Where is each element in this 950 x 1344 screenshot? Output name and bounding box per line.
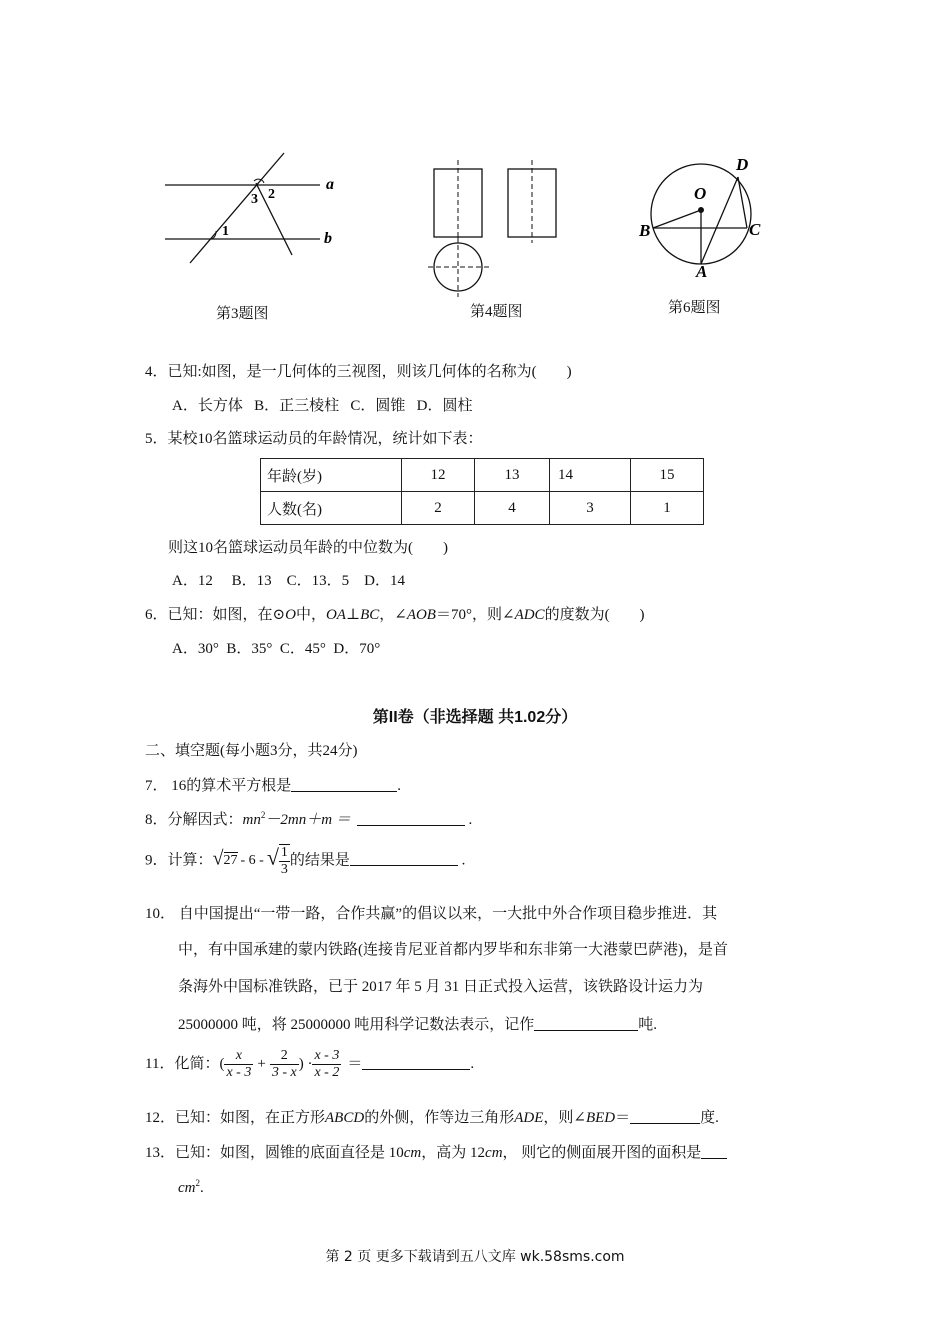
text: ) ·: [298, 1055, 313, 1072]
figure-3-caption: 第3题图: [216, 306, 269, 322]
fraction: [270, 1048, 299, 1081]
text: .: [397, 778, 402, 794]
text: 的度数为( ): [544, 607, 645, 623]
var-O: O: [285, 607, 296, 623]
text: ＝: [615, 1110, 631, 1126]
text: 9．计算：: [145, 852, 213, 869]
label-b: b: [324, 230, 332, 247]
table-cell: 3: [550, 492, 631, 525]
answer-blank: [357, 811, 465, 826]
numerator: x: [224, 1048, 253, 1065]
denominator: x - 2: [314, 1065, 340, 1080]
denominator: 3: [280, 862, 288, 877]
answer-blank: [350, 851, 458, 866]
text: 的结果是: [289, 852, 350, 869]
plus: +: [257, 1055, 266, 1072]
question-4-options: [172, 394, 472, 415]
sqrt-symbol: √: [212, 847, 224, 870]
label-3: 3: [251, 192, 258, 207]
text: ， 则它的侧面展开图的面积是: [502, 1145, 702, 1161]
label-a: a: [326, 176, 334, 193]
superscript: 2: [260, 810, 266, 820]
table-cell: 15: [631, 459, 704, 492]
fraction: [224, 1048, 253, 1081]
option-b: B．13: [231, 573, 272, 589]
question-5-stem: 5．某校10名篮球运动员的年龄情况，统计如下表：: [145, 431, 483, 447]
answer-blank: [534, 1016, 638, 1031]
expr: - 6 -: [240, 853, 264, 869]
text: 8．分解因式：: [145, 812, 243, 828]
question-4-stem: 4．已知:如图，是一几何体的三视图，则该几何体的名称为( ): [145, 364, 572, 380]
numerator: 2: [270, 1048, 299, 1065]
answer-blank: [362, 1055, 470, 1070]
text: 的外侧，作等边三角形: [364, 1110, 515, 1126]
label-A: A: [696, 262, 708, 281]
question-5-options: [172, 569, 405, 590]
sqrt-symbol: √: [266, 844, 279, 870]
equals: ＝: [347, 1055, 363, 1072]
table-cell: 4: [475, 492, 550, 525]
question-10-line-4: [178, 1013, 657, 1034]
text: ＝70°，则∠: [435, 607, 515, 623]
figure-4-three-views: [420, 155, 570, 300]
option-c: C．45°: [279, 641, 326, 657]
option-d: D．14: [364, 573, 405, 589]
option-b: B．正三棱柱: [254, 398, 340, 414]
option-d: D．70°: [333, 641, 381, 657]
question-13-unit-line: [178, 1178, 204, 1197]
figure-3-parallel-lines: [160, 145, 350, 275]
text: 已知：如图，在⊙: [167, 607, 286, 623]
figure-4-caption: 第4题图: [470, 304, 523, 320]
option-c: C．13．5: [286, 573, 350, 589]
expr: mn: [242, 812, 261, 828]
label-B: B: [639, 221, 651, 240]
question-6-stem: [145, 603, 645, 624]
table-row: [261, 459, 704, 492]
text: 12．已知：如图，在正方形: [145, 1110, 326, 1126]
numerator: 1: [280, 845, 288, 860]
section-2-part: 二、填空题(每小题3分，共24分): [145, 743, 358, 759]
question-10-line-2: 中，有中国承建的蒙内铁路(连接肯尼亚首都内罗毕和东非第一大港蒙巴萨港)，是首: [178, 942, 728, 958]
table-cell: 14: [550, 459, 631, 492]
table-cell: 2: [402, 492, 475, 525]
var-ABCD: ABCD: [325, 1110, 365, 1126]
label-C: C: [749, 220, 761, 239]
question-11: [145, 1048, 474, 1081]
fraction: [312, 1048, 341, 1081]
expr: －2mn＋m ＝: [265, 812, 351, 828]
option-a: A．12: [172, 573, 213, 589]
denominator: 3 - x: [271, 1065, 297, 1080]
label-1: 1: [222, 224, 229, 239]
figure-6-caption: 第6题图: [668, 300, 721, 316]
question-number: 6．: [145, 607, 168, 623]
fraction: [279, 844, 290, 878]
text: 吨.: [638, 1017, 658, 1033]
option-d: D．圆柱: [416, 398, 473, 414]
text: ，∠: [379, 607, 407, 623]
table-cell: 13: [475, 459, 550, 492]
table-row: [261, 492, 704, 525]
text: ，高为 12: [421, 1145, 486, 1161]
question-6-options: [172, 637, 380, 658]
superscript: 2: [195, 1178, 200, 1188]
label-D: D: [736, 155, 749, 174]
unit: cm: [485, 1145, 503, 1161]
age-table: [260, 458, 704, 525]
question-7: [145, 774, 401, 795]
table-cell: 人数(名): [261, 492, 402, 525]
var-BED: BED: [585, 1110, 616, 1126]
unit: cm: [403, 1145, 422, 1161]
table-cell: 年龄(岁): [261, 459, 402, 492]
var-AOB: AOB: [406, 607, 436, 623]
question-13: [145, 1141, 727, 1162]
answer-blank: [291, 777, 397, 792]
unit: cm: [178, 1180, 196, 1196]
text: 11．化简：(: [145, 1055, 225, 1072]
text: 13．已知：如图，圆锥的底面直径是 10: [145, 1145, 404, 1161]
text: ，则∠: [543, 1110, 586, 1126]
text: 中，: [295, 607, 326, 623]
table-cell: 1: [631, 492, 704, 525]
section-2-title: 第II卷（非选择题 共1.02分）: [372, 709, 578, 726]
numerator: x - 3: [314, 1048, 340, 1063]
figure-6-circle: [635, 150, 775, 285]
page-footer: 第 2 页 更多下载请到五八文库 wk.58sms.com: [325, 1249, 625, 1265]
question-8: [145, 808, 472, 829]
var-BC: BC: [360, 607, 380, 623]
option-a: A．30°: [172, 641, 219, 657]
text: .: [470, 1055, 475, 1072]
text: 7． 16的算术平方根是: [145, 778, 292, 794]
table-cell: 12: [402, 459, 475, 492]
option-c: C．圆锥: [350, 398, 406, 414]
text: .: [461, 852, 466, 869]
question-12: [145, 1106, 719, 1127]
text: 25000000 吨，将 25000000 吨用科学记数法表示，记作: [178, 1017, 535, 1033]
question-9: [145, 844, 465, 878]
denominator: x - 3: [226, 1065, 252, 1080]
answer-blank: [701, 1144, 727, 1159]
radicand: 27: [223, 853, 238, 869]
question-10-line-3: 条海外中国标准铁路，已于 2017 年 5 月 31 日正式投入运营，该铁路设计运力为: [178, 979, 704, 995]
answer-blank: [630, 1109, 700, 1124]
question-5-question: 则这10名篮球运动员年龄的中位数为( ): [168, 540, 448, 556]
label-O: O: [694, 184, 707, 203]
var-ADC: ADC: [514, 607, 545, 623]
text: 度.: [700, 1110, 719, 1126]
text: .: [468, 812, 473, 828]
question-10-line-1: 10． 自中国提出“一带一路，合作共赢”的倡议以来，一大批中外合作项目稳步推进．其: [145, 906, 718, 922]
option-a: A．长方体: [172, 398, 243, 414]
text: .: [200, 1180, 204, 1196]
option-b: B．35°: [226, 641, 273, 657]
perp-symbol: ⊥: [345, 607, 361, 623]
var-OA: OA: [325, 607, 346, 623]
label-2: 2: [268, 187, 275, 202]
var-ADE: ADE: [514, 1110, 544, 1126]
